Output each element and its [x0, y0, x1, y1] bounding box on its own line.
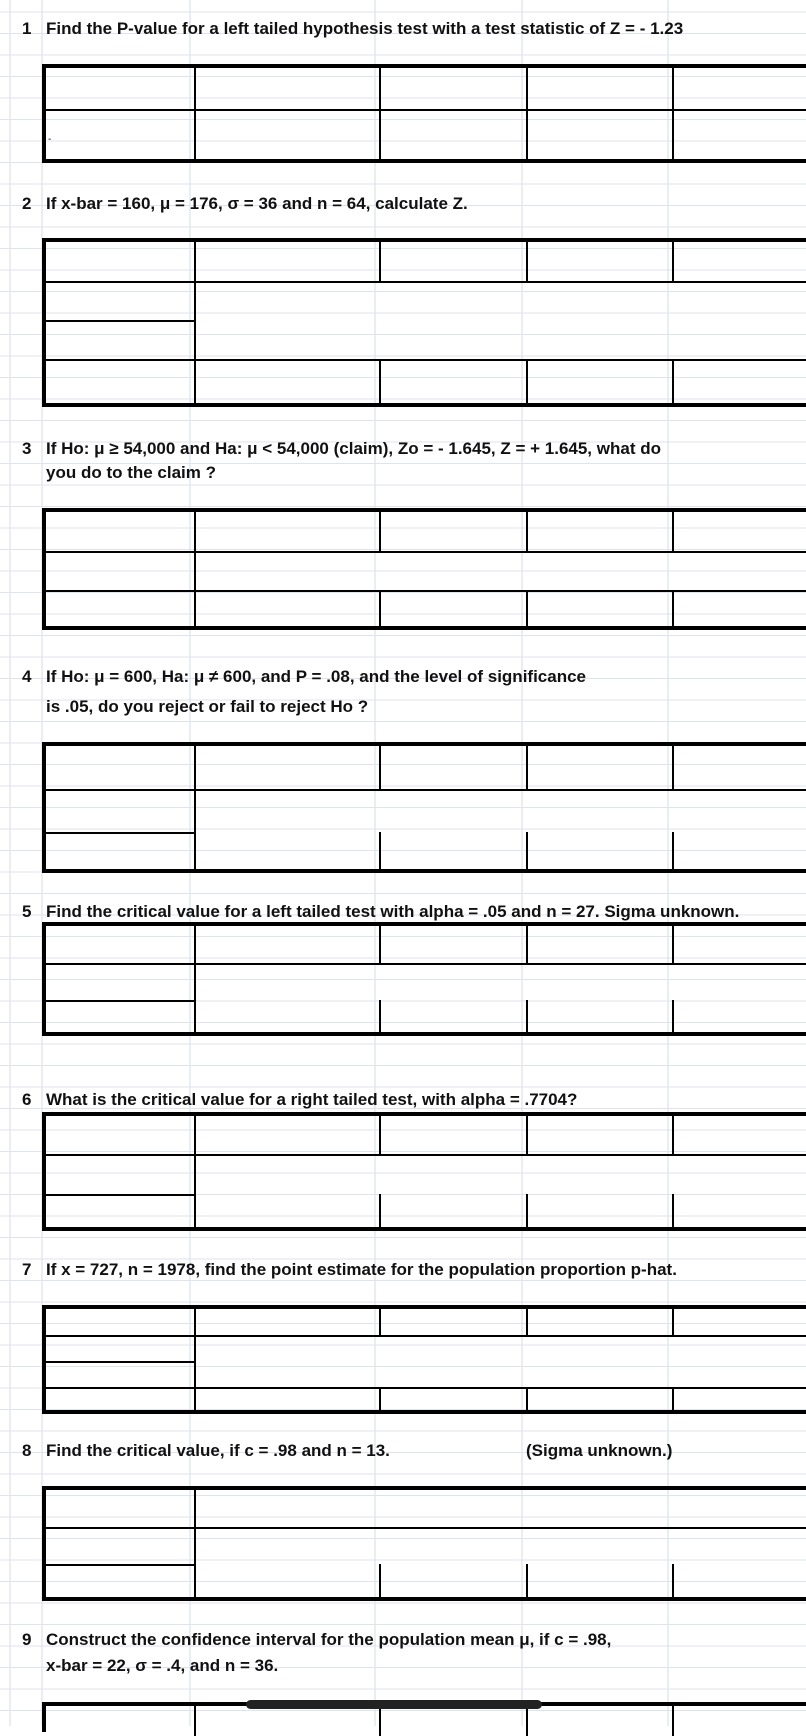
answer-box-5[interactable]: [42, 922, 806, 1036]
answer-box-4[interactable]: [42, 742, 806, 873]
question-text: If x-bar = 160, μ = 176, σ = 36 and n = 64, calculate Z.: [46, 194, 468, 213]
answer-box-8[interactable]: [42, 1486, 806, 1601]
answer-box-2[interactable]: [42, 238, 806, 407]
question-number: 6: [22, 1090, 32, 1109]
answer-box-7[interactable]: [42, 1305, 806, 1414]
question-number: 9: [22, 1630, 32, 1649]
horizontal-scrollbar[interactable]: [246, 1700, 542, 1709]
question-text-line2: x-bar = 22, σ = .4, and n = 36.: [46, 1656, 279, 1675]
stray-mark: -: [48, 134, 52, 145]
question-number: 1: [22, 19, 32, 38]
question-text: If Ho: μ = 600, Ha: μ ≠ 600, and P = .08, and the level of significance: [46, 667, 586, 686]
question-text: Find the P-value for a left tailed hypothesis test with a test statistic of Z = - 1.23: [46, 19, 684, 38]
question-number: 2: [22, 194, 32, 213]
question-text: If x = 727, n = 1978, find the point estimate for the population proportion p-hat.: [46, 1260, 677, 1279]
question-number: 3: [22, 439, 32, 458]
question-number: 4: [22, 667, 32, 686]
question-text: Construct the confidence interval for the population mean μ, if c = .98,: [46, 1630, 612, 1649]
answer-box-6[interactable]: [42, 1112, 806, 1231]
question-number: 8: [22, 1441, 32, 1460]
answer-box-1[interactable]: [42, 64, 806, 163]
question-text-line2: you do to the claim ?: [46, 463, 217, 482]
question-text-line2: is .05, do you reject or fail to reject Ho ?: [46, 697, 369, 716]
question-number: 5: [22, 902, 32, 921]
question-number: 7: [22, 1260, 32, 1279]
question-note: (Sigma unknown.): [526, 1441, 673, 1460]
question-text: Find the critical value, if c = .98 and n = 13.: [46, 1441, 390, 1460]
question-text: What is the critical value for a right tailed test, with alpha = .7704?: [46, 1090, 578, 1109]
question-text: Find the critical value for a left tailed test with alpha = .05 and n = 27. Sigma unknown.: [46, 902, 740, 921]
answer-box-3[interactable]: [42, 508, 806, 630]
question-text: If Ho: μ ≥ 54,000 and Ha: μ < 54,000 (claim), Zo = - 1.645, Z = + 1.645, what do: [46, 439, 661, 458]
